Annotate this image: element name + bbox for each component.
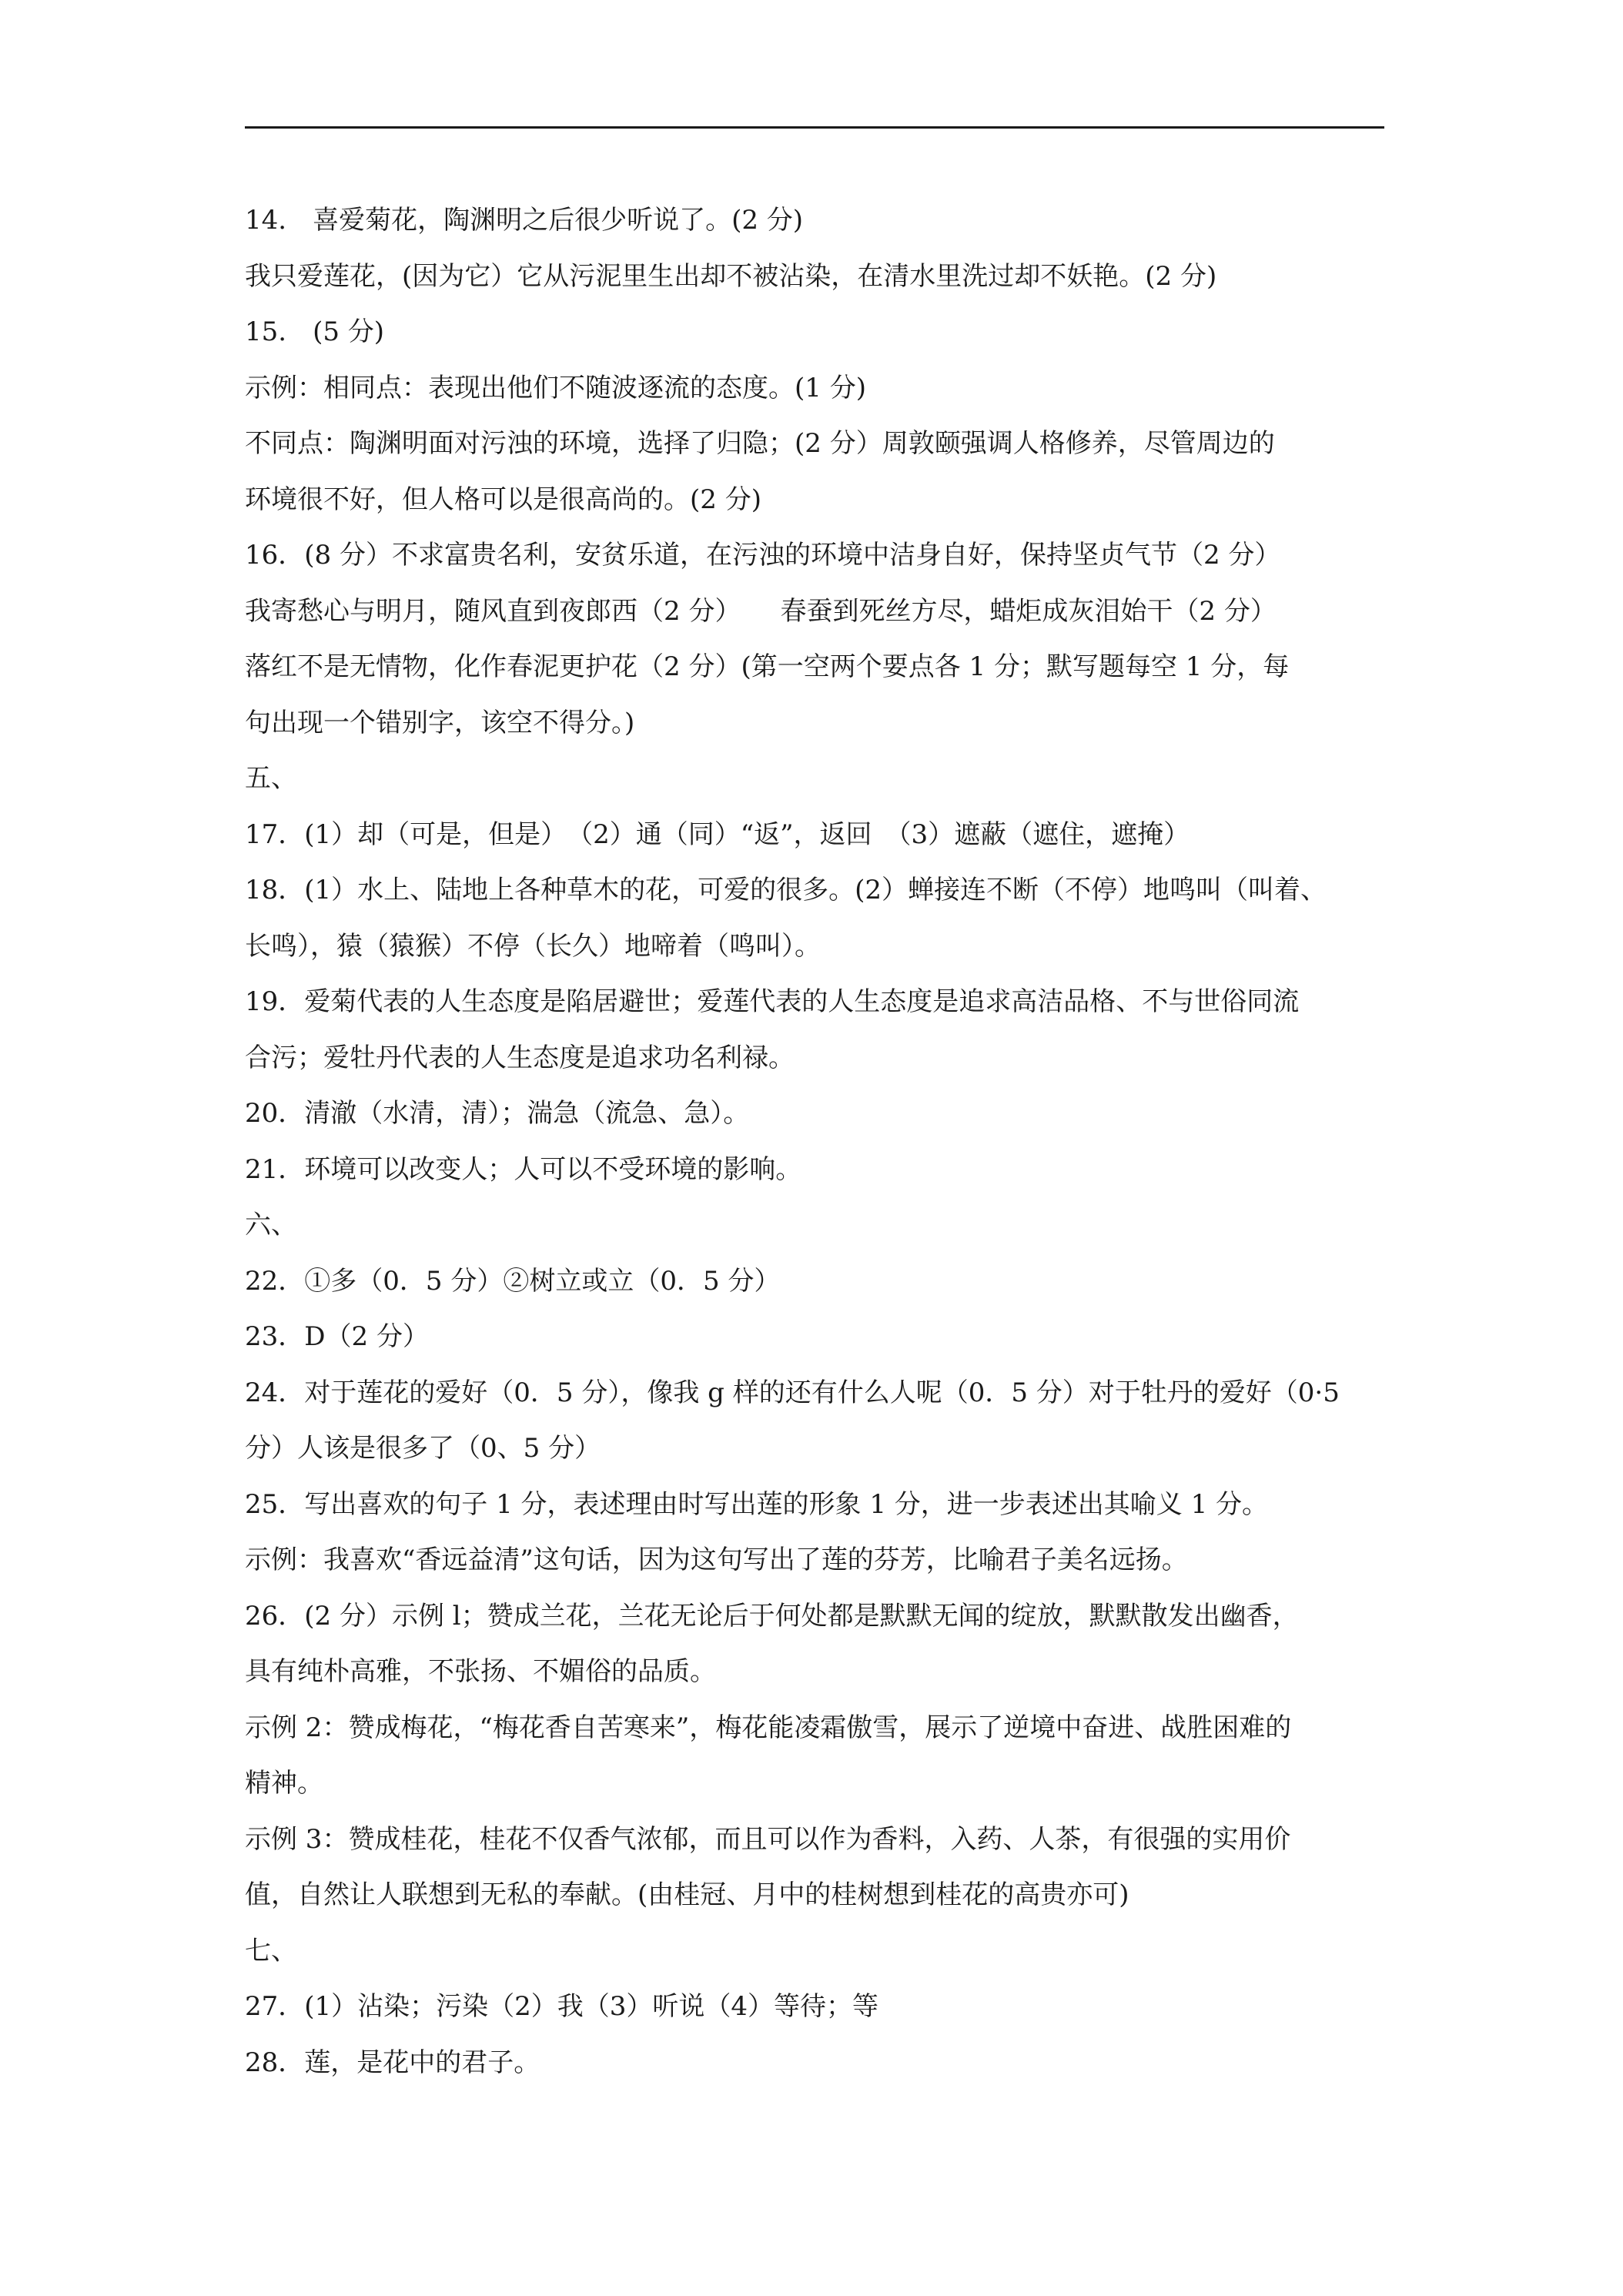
text-line: 20．清澈（水清，清）；湍急（流急、急）。 [245, 1098, 750, 1129]
text-line: 落红不是无情物，化作春泥更护花（2 分）(第一空两个要点各 1 分；默写题每空 1 分，每 [245, 651, 1290, 682]
text-line: 19．爱菊代表的人生态度是陷居避世；爱莲代表的人生态度是追求高洁品格、不与世俗同流 [245, 986, 1300, 1017]
text-line: 长鸣），猿（猿猴）不停（长久）地啼着（鸣叫）。 [245, 930, 821, 962]
text-line: 15. (5 分) [245, 316, 385, 347]
text-line: 16．(8 分）不求富贵名利，安贫乐道，在污浊的环境中洁身自好，保持坚贞气节（2 分） [245, 540, 1281, 571]
text-line: 21．环境可以改变人；人可以不受环境的影响。 [245, 1153, 802, 1185]
text-line: 值，自然让人联想到无私的奉献。(由桂冠、月中的桂树想到桂花的高贵亦可) [245, 1879, 1129, 1910]
text-line: 24．对于莲花的爱好（0．5 分），像我 g 样的还有什么人呢（0．5 分）对于牡丹的爱好（0·5 [245, 1377, 1340, 1408]
text-line: 我只爱莲花，(因为它）它从污泥里生出却不被沾染，在清水里洗过却不妖艳。(2 分) [245, 260, 1217, 292]
text-line: 示例：我喜欢“香远益清”这句话，因为这句写出了莲的芬芳，比喻君子美名远扬。 [245, 1545, 1188, 1575]
text-line: 27．(1）沾染；污染（2）我（3）听说（4）等待；等 [245, 1991, 879, 2022]
answer-text-block [245, 192, 1384, 2090]
text-line: 25．写出喜欢的句子 1 分，表述理由时写出莲的形象 1 分，进一步表述出其喻义 1 分。 [245, 1488, 1269, 1520]
text-line: 示例：相同点：表现出他们不随波逐流的态度。(1 分) [245, 372, 866, 403]
section-heading: 六、 [245, 1210, 297, 1240]
text-line: 17．(1）却（可是，但是） （2）通（同）“返”，返回 （3）遮蔽（遮住，遮掩） [245, 818, 1190, 850]
text-line: 分）人该是很多了（0、5 分） [245, 1433, 601, 1464]
text-line: 23．D（2 分） [245, 1321, 429, 1352]
text-line: 环境很不好，但人格可以是很高尚的。(2 分) [245, 484, 761, 515]
text-line: 句出现一个错别字，该空不得分。) [245, 707, 635, 738]
text-line: 26．(2 分）示例 l；赞成兰花，兰花无论后于何处都是默默无闻的绽放，默默散发出幽香， [245, 1600, 1299, 1632]
text-line: 合污；爱牡丹代表的人生态度是追求功名利禄。 [245, 1042, 795, 1073]
text-line: 22．①多（0．5 分）②树立或立（0．5 分） [245, 1265, 781, 1297]
text-line: 28．莲，是花中的君子。 [245, 2047, 540, 2078]
text-line: 示例 2：赞成梅花，“梅花香自苦寒来”，梅花能凌霜傲雪，展示了逆境中奋进、战胜困难的 [245, 1712, 1292, 1743]
text-line: 精神。 [245, 1768, 323, 1799]
text-line: 具有纯朴高雅，不张扬、不媚俗的品质。 [245, 1656, 716, 1687]
text-line: 示例 3：赞成桂花，桂花不仅香气浓郁，而且可以作为香料，入药、人茶，有很强的实用价 [245, 1823, 1291, 1855]
text-line: 不同点：陶渊明面对污浊的环境，选择了归隐；(2 分）周敦颐强调人格修养，尽管周边的 [245, 428, 1275, 459]
section-heading: 七、 [245, 1935, 297, 1966]
text-line: 我寄愁心与明月，随风直到夜郎西（2 分） 春蚕到死丝方尽，蜡炬成灰泪始干（2 分） [245, 595, 1277, 627]
header-rule [245, 126, 1384, 129]
text-line: 14. 喜爱菊花，陶渊明之后很少听说了。(2 分) [245, 205, 804, 236]
text-line: 18．(1）水上、陆地上各种草木的花，可爱的很多。(2）蝉接连不断（不停）地鸣叫（叫着、 [245, 875, 1327, 905]
section-heading: 五、 [245, 763, 297, 794]
